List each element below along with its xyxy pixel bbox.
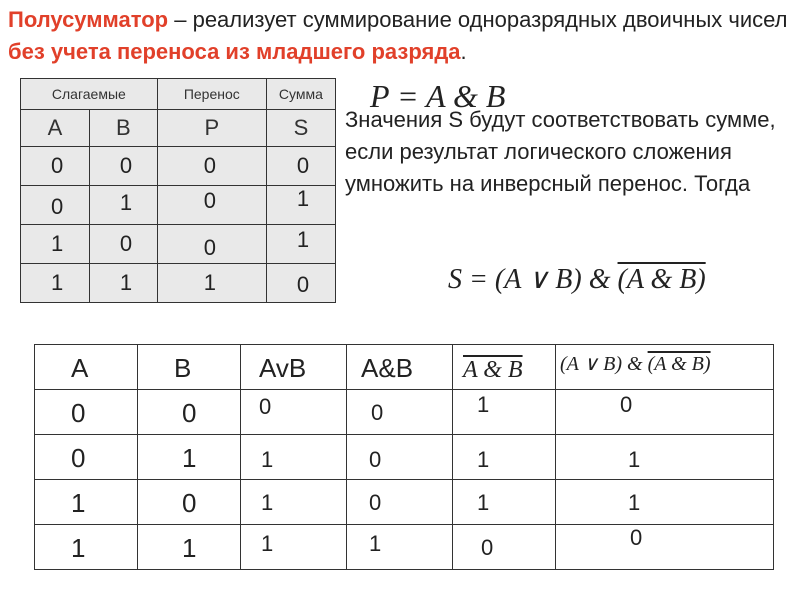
- cell: 0: [203, 153, 216, 178]
- header-b: B: [174, 353, 192, 383]
- cell: 0: [620, 392, 633, 417]
- cell: 0: [119, 153, 133, 178]
- sum-formula: [448, 262, 706, 296]
- header-or: AvB: [259, 353, 307, 383]
- carry-formula: P = A & B: [370, 78, 506, 114]
- header-carry: Перенос: [157, 79, 266, 110]
- cell: 1: [628, 490, 641, 515]
- title-text: – реализует суммирование одноразрядных двоичных чисел: [168, 7, 788, 32]
- table-row: [35, 525, 774, 570]
- title-emphasis: без учета переноса из младшего разряда: [8, 39, 461, 64]
- cell: 1: [628, 447, 641, 472]
- cell: 1: [296, 186, 310, 211]
- cell: 0: [259, 394, 272, 419]
- col-p: P: [157, 110, 266, 147]
- cell: 1: [477, 447, 490, 472]
- title-term: Полусумматор: [8, 7, 169, 32]
- cell: 0: [296, 272, 310, 297]
- header-sum-lhs: (A ∨ B) &: [560, 353, 648, 375]
- header-not-and: A & B: [463, 357, 523, 383]
- cell: 0: [203, 188, 216, 213]
- cell: 0: [369, 447, 382, 472]
- col-a: A: [21, 110, 90, 147]
- cell: 0: [71, 443, 86, 473]
- title-period: .: [460, 39, 467, 64]
- description-text: Значения S будут соответствовать сумме, если результат логического сложения умножить на инверсный перенос. Тогда: [345, 107, 776, 196]
- slide-title: [8, 4, 792, 68]
- cell: 0: [119, 231, 133, 256]
- cell: 1: [51, 270, 64, 295]
- cell: 1: [369, 531, 382, 556]
- sum-formula-inverse: (A & B): [617, 264, 706, 295]
- col-b: B: [89, 110, 157, 147]
- half-adder-truth-table: [20, 78, 336, 303]
- table-row: [21, 186, 336, 225]
- table-row: [21, 264, 336, 303]
- cell: 0: [369, 490, 382, 515]
- cell: 1: [119, 190, 133, 215]
- sum-derivation-table: [34, 344, 774, 570]
- table-row: [35, 435, 774, 480]
- table-row: [35, 390, 774, 435]
- cell: 1: [71, 533, 86, 563]
- cell: 0: [182, 398, 197, 428]
- table-row: [21, 147, 336, 186]
- cell: 0: [630, 525, 643, 550]
- cell: 1: [261, 531, 274, 556]
- cell: 1: [71, 488, 86, 518]
- header-sum-formula: [560, 351, 711, 376]
- sum-formula-lhs: S = (A ∨ B) &: [448, 264, 618, 295]
- cell: 1: [477, 490, 490, 515]
- header-and: A&B: [361, 353, 414, 383]
- cell: 0: [296, 153, 310, 178]
- cell: 1: [182, 533, 197, 563]
- cell: 1: [261, 447, 274, 472]
- table-row: [21, 225, 336, 264]
- cell: 0: [481, 535, 494, 560]
- cell: 0: [371, 400, 384, 425]
- cell: 1: [261, 490, 274, 515]
- cell: 1: [51, 231, 64, 256]
- header-addends: Слагаемые: [21, 79, 158, 110]
- cell: 0: [71, 398, 86, 428]
- cell: 1: [296, 227, 310, 252]
- header-a: A: [71, 353, 89, 383]
- cell: 0: [203, 235, 216, 260]
- table-row: [35, 480, 774, 525]
- cell: 1: [203, 270, 216, 295]
- cell: 0: [182, 488, 197, 518]
- col-s: S: [266, 110, 335, 147]
- cell: 1: [477, 392, 490, 417]
- cell: 0: [51, 153, 64, 178]
- cell: 1: [182, 443, 197, 473]
- cell: 0: [51, 194, 64, 219]
- header-sum-inverse: (A & B): [647, 353, 711, 375]
- cell: 1: [119, 270, 133, 295]
- header-sum: Сумма: [266, 79, 335, 110]
